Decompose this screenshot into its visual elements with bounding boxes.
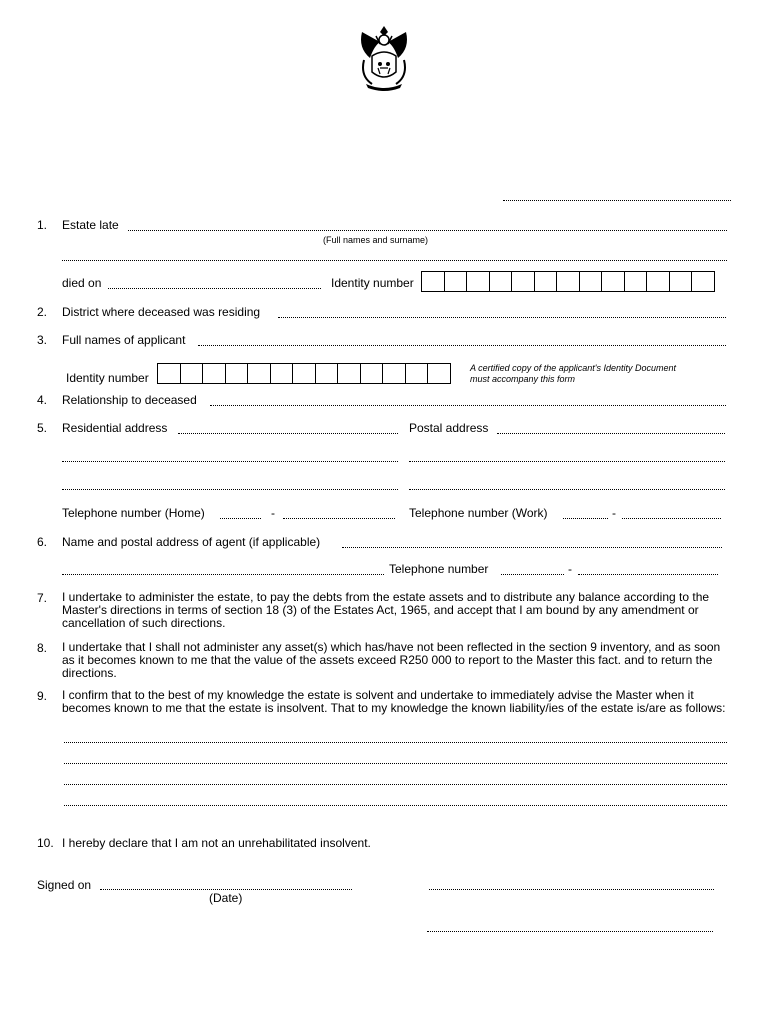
item-5-number: 5. xyxy=(37,421,48,435)
estate-late-field-line2[interactable] xyxy=(62,260,727,261)
id-digit-box[interactable] xyxy=(361,364,384,383)
id-digit-box[interactable] xyxy=(316,364,339,383)
item-8-text: I undertake that I shall not administer any asset(s) which has/have not been reflected in the section 9 inventory, and as soon as it becomes known to me that the value of the assets exceed R250 000 to report to the Master this fact. and to return the directions. xyxy=(62,640,721,680)
id-digit-box[interactable] xyxy=(158,364,181,383)
id-digit-box[interactable] xyxy=(535,272,558,291)
id-digit-box[interactable] xyxy=(271,364,294,383)
estate-late-field[interactable] xyxy=(128,230,727,231)
postal-address-line3[interactable] xyxy=(409,489,725,490)
tel-home-dash: - xyxy=(271,506,275,520)
agent-tel-number-field[interactable] xyxy=(578,574,718,575)
tel-work-code-field[interactable] xyxy=(563,518,608,519)
item-3-number: 3. xyxy=(37,333,48,347)
id-digit-box[interactable] xyxy=(467,272,490,291)
reference-number-line[interactable] xyxy=(503,200,731,201)
postal-address-field[interactable] xyxy=(497,433,725,434)
agent-label: Name and postal address of agent (if applicable) xyxy=(62,535,321,549)
estate-late-label: Estate late xyxy=(62,218,119,232)
item-8-number: 8. xyxy=(37,641,48,655)
coat-of-arms-icon xyxy=(356,22,412,94)
id-digit-box[interactable] xyxy=(490,272,513,291)
item-10-number: 10. xyxy=(37,836,54,850)
deceased-id-boxes[interactable] xyxy=(421,271,715,292)
id-digit-box[interactable] xyxy=(647,272,670,291)
agent-tel-label: Telephone number xyxy=(389,562,489,576)
item-7-number: 7. xyxy=(37,591,48,605)
applicant-names-label: Full names of applicant xyxy=(62,333,186,347)
certified-copy-note-2: must accompany this form xyxy=(470,374,576,384)
id-digit-box[interactable] xyxy=(692,272,715,291)
liabilities-line-1[interactable] xyxy=(64,742,727,743)
died-on-field[interactable] xyxy=(108,288,321,289)
item-10-text: I hereby declare that I am not an unrehabilitated insolvent. xyxy=(62,836,371,850)
id-digit-box[interactable] xyxy=(293,364,316,383)
tel-work-dash: - xyxy=(612,506,616,520)
id-digit-box[interactable] xyxy=(625,272,648,291)
residential-address-field[interactable] xyxy=(178,433,398,434)
signature-field[interactable] xyxy=(429,889,714,890)
id-digit-box[interactable] xyxy=(203,364,226,383)
district-label: District where deceased was residing xyxy=(62,305,261,319)
liabilities-line-2[interactable] xyxy=(64,763,727,764)
agent-tel-dash: - xyxy=(568,562,572,576)
item-6-number: 6. xyxy=(37,535,48,549)
relationship-label: Relationship to deceased xyxy=(62,393,197,407)
tel-home-code-field[interactable] xyxy=(220,518,261,519)
id-digit-box[interactable] xyxy=(406,364,429,383)
id-digit-box[interactable] xyxy=(428,364,451,383)
residential-address-label: Residential address xyxy=(62,421,168,435)
liabilities-line-4[interactable] xyxy=(64,805,727,806)
applicant-names-field[interactable] xyxy=(198,345,726,346)
signature-field-2[interactable] xyxy=(427,931,713,932)
item-1-number: 1. xyxy=(37,218,48,232)
certified-copy-note-1: A certified copy of the applicant's Identity Document xyxy=(470,363,676,373)
died-on-label: died on xyxy=(62,276,102,290)
item-4-number: 4. xyxy=(37,393,48,407)
postal-address-label: Postal address xyxy=(409,421,489,435)
item-9-text: I confirm that to the best of my knowledge the estate is solvent and undertake to immediately advise the Master when it becomes known to me that the estate is insolvent. That to my knowledge the known liability/ies of the estate is/are as follows: xyxy=(62,688,726,715)
full-names-hint: (Full names and surname) xyxy=(323,235,429,245)
agent-field[interactable] xyxy=(342,547,722,548)
id-digit-box[interactable] xyxy=(181,364,204,383)
item-2-number: 2. xyxy=(37,305,48,319)
id-digit-box[interactable] xyxy=(383,364,406,383)
id-digit-box[interactable] xyxy=(557,272,580,291)
applicant-id-boxes[interactable] xyxy=(157,363,451,384)
agent-tel-code-field[interactable] xyxy=(501,574,564,575)
residential-address-line3[interactable] xyxy=(62,489,398,490)
postal-address-line2[interactable] xyxy=(409,461,725,462)
id-digit-box[interactable] xyxy=(248,364,271,383)
id-digit-box[interactable] xyxy=(226,364,249,383)
id-digit-box[interactable] xyxy=(670,272,693,291)
id-digit-box[interactable] xyxy=(602,272,625,291)
id-digit-box[interactable] xyxy=(580,272,603,291)
item-7-text: I undertake to administer the estate, to pay the debts from the estate assets and to distribute any balance according to the Master's directions in terms of section 18 (3) of the Estates Act, 1965, and accept that I am bound by any amendment or cancellation of such directions. xyxy=(62,590,710,630)
item-9-number: 9. xyxy=(37,689,48,703)
date-label: (Date) xyxy=(209,891,243,905)
deceased-id-label: Identity number xyxy=(331,276,414,290)
tel-work-label: Telephone number (Work) xyxy=(409,506,548,520)
district-field[interactable] xyxy=(278,317,726,318)
signed-on-date-field[interactable] xyxy=(100,889,352,890)
relationship-field[interactable] xyxy=(210,405,726,406)
id-digit-box[interactable] xyxy=(512,272,535,291)
tel-home-label: Telephone number (Home) xyxy=(62,506,205,520)
tel-work-number-field[interactable] xyxy=(622,518,721,519)
liabilities-line-3[interactable] xyxy=(64,784,727,785)
tel-home-number-field[interactable] xyxy=(283,518,395,519)
residential-address-line2[interactable] xyxy=(62,461,398,462)
id-digit-box[interactable] xyxy=(338,364,361,383)
agent-field-line2[interactable] xyxy=(62,574,384,575)
id-digit-box[interactable] xyxy=(445,272,468,291)
signed-on-label: Signed on xyxy=(37,878,92,892)
id-digit-box[interactable] xyxy=(422,272,445,291)
applicant-id-label: Identity number xyxy=(66,371,149,385)
